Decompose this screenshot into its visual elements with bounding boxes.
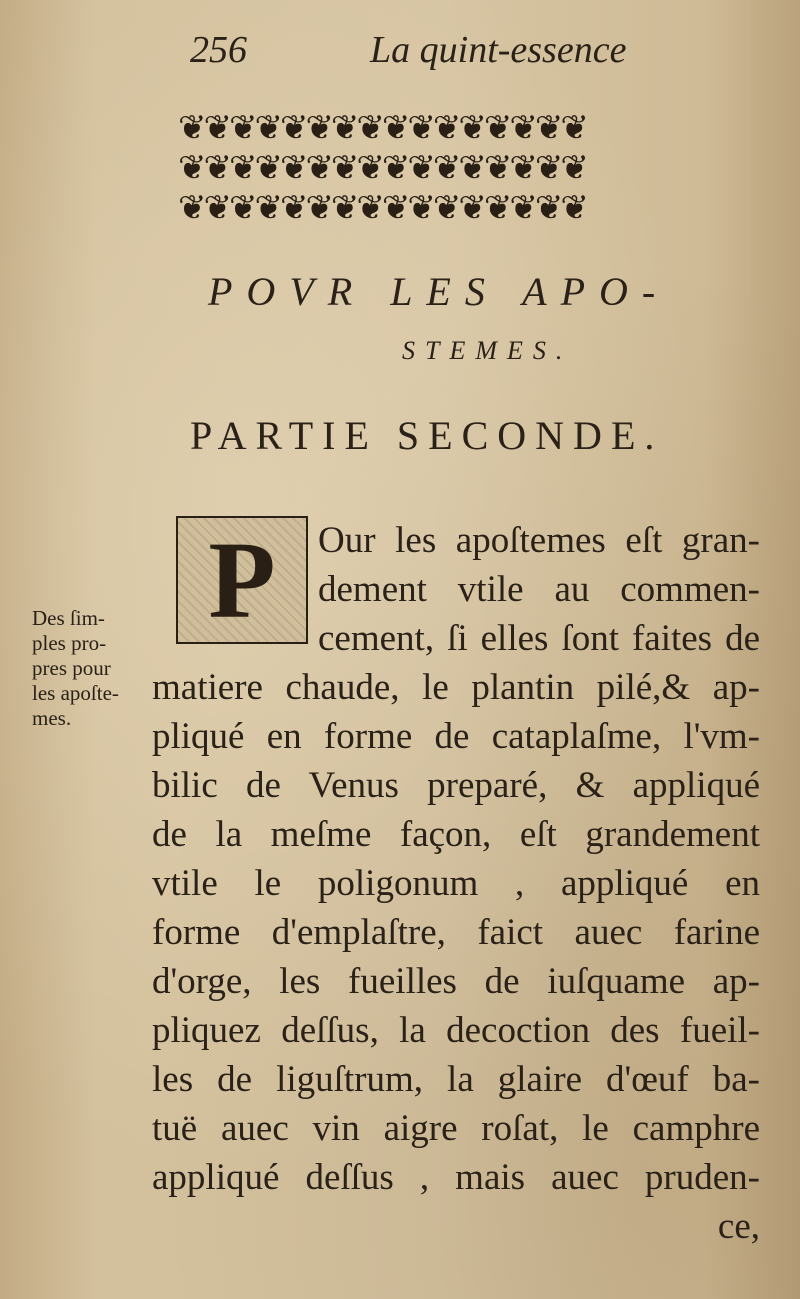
text-line: Our les apoſtemes eſt gran-	[318, 520, 760, 561]
fleuron-ornament-band	[178, 108, 764, 236]
chapter-title-line-2: STEMES.	[402, 336, 573, 365]
ornament-row: ❦❦❦❦❦❦❦❦❦❦❦❦❦❦❦❦	[178, 108, 586, 148]
text-line: matiere chaude, le plantin pilé,& ap-	[152, 667, 760, 708]
marginal-note-line: ples pro-	[32, 631, 107, 655]
chapter-title-line-1: POVR LES APO-	[208, 269, 670, 314]
text-line: pliqué en forme de cataplaſme, l'vm-	[152, 716, 760, 757]
marginal-note-line: mes.	[32, 706, 72, 730]
text-line: cement, ſi elles ſont faites de	[318, 618, 760, 659]
text-line: bilic de Venus preparé, & appliqué	[152, 765, 760, 806]
decorated-initial	[176, 516, 308, 644]
ornament-row: ❦❦❦❦❦❦❦❦❦❦❦❦❦❦❦❦	[178, 188, 586, 228]
catchword: ce,	[717, 1206, 760, 1247]
initial-letter: P	[178, 518, 306, 642]
text-line: pliquez deſſus, la decoction des fueil-	[152, 1010, 760, 1051]
ornament-row: ❦❦❦❦❦❦❦❦❦❦❦❦❦❦❦❦	[178, 148, 586, 188]
text-line: tuë auec vin aigre roſat, le camphre	[152, 1108, 760, 1149]
page-number: 256	[190, 29, 247, 71]
text-line: de la meſme façon, eſt grandement	[152, 814, 760, 855]
text-line: les de liguſtrum, la glaire d'œuf ba-	[152, 1059, 760, 1100]
text-line: dement vtile au commen-	[318, 569, 760, 610]
running-head	[190, 28, 640, 78]
marginal-note-line: Des ſim-	[32, 606, 105, 630]
marginal-note-line: pres pour	[32, 656, 111, 680]
text-line: forme d'emplaſtre, faict auec farine	[152, 912, 760, 953]
text-line: vtile le poligonum , appliqué en	[152, 863, 760, 904]
part-heading: PARTIE SECONDE.	[190, 413, 664, 458]
text-line: appliqué deſſus , mais auec pruden-	[152, 1157, 760, 1198]
marginal-note-line: les apoſte-	[32, 681, 119, 705]
marginal-note	[32, 606, 157, 731]
text-line: d'orge, les fueilles de iuſquame ap-	[152, 961, 760, 1002]
running-title: La quint-essence	[370, 29, 627, 71]
